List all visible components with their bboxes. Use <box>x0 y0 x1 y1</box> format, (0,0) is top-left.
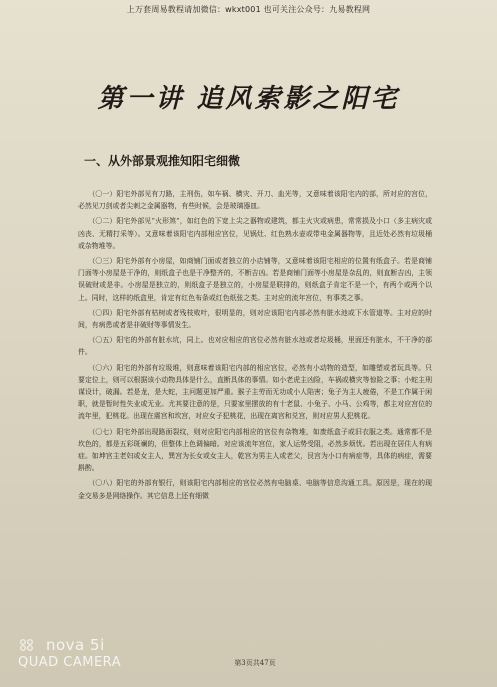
page-number: 第3页共47页 <box>234 659 276 667</box>
paragraph-07: （〇七）阳宅外部出现路面裂纹，则对应阳宅内部相应的宫位有杂物堆，如废纸盒子或旧衣服之类。通常都不是坎色的，都是五彩斑斓的，但整体上色调偏暗。对应该流年宫位，家人运势受阻，必然多烦忧。若出现在居住人有病症。如坤宫主老妇或女主人，巽宫为长女或女主人，乾宫为男主人或老父，艮宫为小口有病症等，具体的病症，需要斟酌。 <box>78 427 432 473</box>
paragraph-02: （〇二）阳宅外部见“火形煞”，如红色的下宽上尖之器物或建筑，都主火灾或病患，常常损及小口（多主病灾或凶丧、无精打采等）。又意味着该阳宅内部相应宫位，见锅灶、红色熟水壶或带电金属器物等，且近处必然有垃圾桶或杂物堆等。 <box>78 217 432 250</box>
body-text <box>78 188 432 505</box>
chapter-title: 第一讲 追风索影之阳宅 <box>97 84 400 114</box>
camera-lens-icon <box>18 639 40 651</box>
paragraph-06: （〇六）阳宅的外部有垃圾堆，则意味着该阳宅内部的相应宫位，必然有小动物的造型，如雕塑或者玩具等。只要定位上，则可以根据该小动物具体是什么，直断具体的事情。如小老虎主凶险，车祸或横灾等惊险之事；小蛇主刑谋设计，破漏。若是龙，是大蛇，主问题更加严重。猴子主劳而无功或小人陷害；兔子为主人疲倦，不是工作属于闲职，就是暂时性失业或无业。尤其要注意的是，只要家里摆放的有十老鼠、小兔子、小马、公鸡等，都主对应宫位的流年里，犯桃花。出现在震宫和坎宫，对应女子犯桃花，出现在离宫和兑宫，则对应男人犯桃花。 <box>78 363 432 421</box>
phone-model: nova 5i <box>46 636 105 654</box>
paragraph-01: （〇一）阳宅外部见有刀路，主刑伤，如车祸、横灾、开刀、血光等，又意味着该阳宅内的部，所对应的宫位，必然见刀剑或者尖刺之金属器物，有些时候，会是玻璃器皿。 <box>78 190 432 211</box>
paragraph-04: （〇四）阳宅外部有枯树或者残枝败叶，很明显的，则对应该阳宅内部必然有脏水池或下水管道等。主对应的时间，有病患或者是非破财等事情发生。 <box>78 308 432 330</box>
camera-watermark <box>18 636 121 670</box>
header-contact-line: 上万套周易教程请加微信：wkxt001 也可关注公众号：九易教程网 <box>126 5 371 14</box>
camera-label: QUAD CAMERA <box>18 655 122 670</box>
paragraph-08: （〇八）阳宅的外部有银行，则该阳宅内部相应的宫位必然有电脑桌、电脑等信息沟通工具。原因是，现在的现金交易多是网络操作。其它信息上还有细微 <box>78 479 432 500</box>
section-heading: 一、从外部景观推知阳宅细微 <box>84 154 241 168</box>
paragraph-05: （〇五）阳宅的外部有脏水坑，同上。也对应相应的宫位必然有脏水池或者垃圾桶，里面还有脏水，不干净的部件。 <box>78 336 432 357</box>
paragraph-03: （〇三）阳宅外部有小房屋，如商铺门面或者独立的小店铺等，又意味着该阳宅相应的位置有纸盒子。若是商铺门面等小房屋是干净的，则纸盒子也是干净整齐的，不断吉凶。若是商铺门面等小房屋是杂乱的，则直断吉凶，主领误破财或是非。小房屋是独立的，则纸盒子是独立的，小房屋是联排的，则纸盒子肯定不是一个，有两个或两个以上。同时，这样的纸盒里，肯定有红色布条或红色纸张之类。主对应的流年宫位，有事类之事。 <box>78 257 432 302</box>
